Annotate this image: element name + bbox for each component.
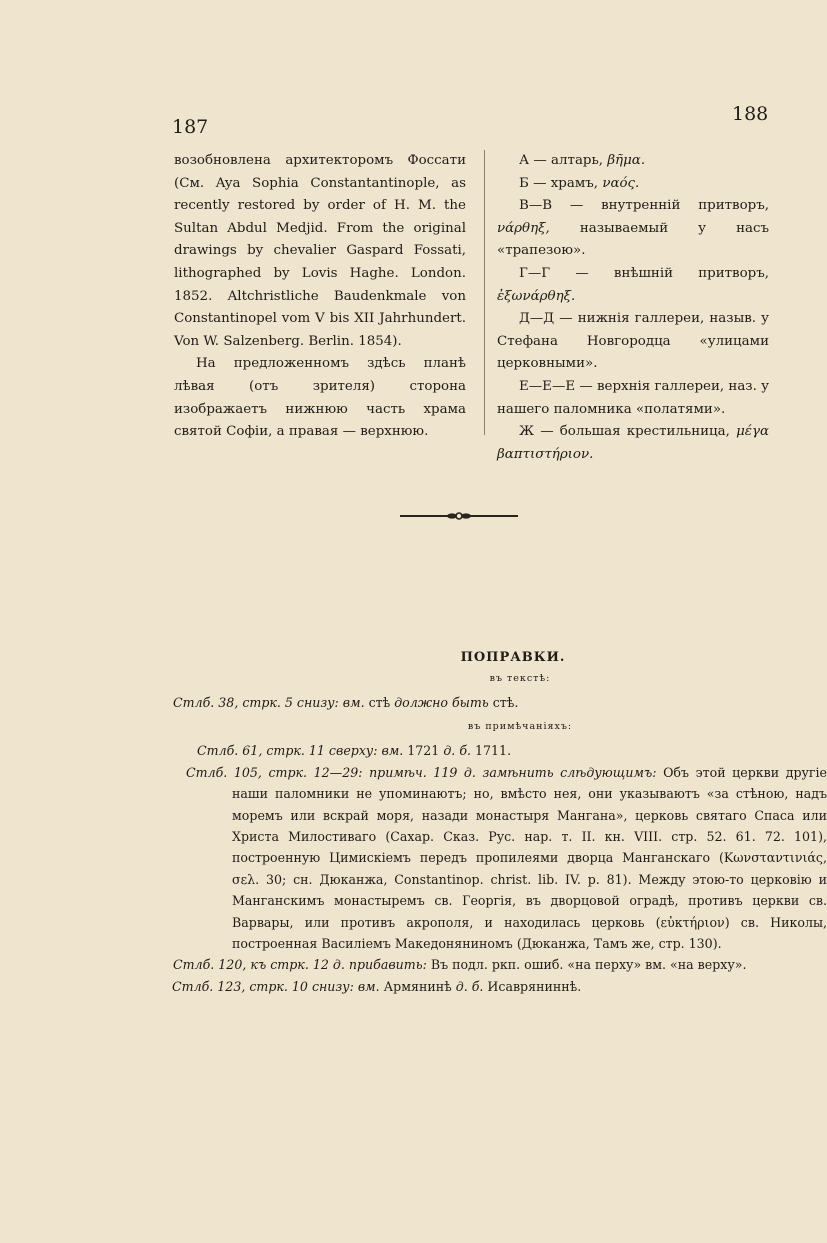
page-number-right: 188 <box>732 103 769 125</box>
text-subheading: въ текстѣ: <box>489 673 551 684</box>
legend-greek: νάρθηξ, <box>497 220 550 236</box>
correction-ref: Стлб. 105, стрк. 12—29: примѣч. 119 д. замѣнить слѣдующимъ: <box>186 764 657 780</box>
legend-greek: ναός. <box>602 175 640 191</box>
left-column <box>174 150 466 444</box>
left-paragraph-2: На предложенномъ здѣсь планѣ лѣвая (отъ зрителя) сторона изображаетъ нижнюю часть храма святой Софіи, а правая — верхнюю. <box>174 356 466 440</box>
correction-was: Армянинѣ <box>379 978 456 994</box>
correction-ref: Стлб. 38, стрк. 5 снизу: вм. <box>173 695 365 710</box>
corrections-section <box>172 650 827 997</box>
legend-text: Д—Д — нижнія галлереи, назыв. у Стефана Новгородца «улицами церковными». <box>497 311 769 372</box>
legend-item-e <box>497 376 769 421</box>
correction-note-1 <box>197 740 785 761</box>
correction-now: Исавряниннѣ. <box>483 978 582 994</box>
correction-ref: Стлб. 61, стрк. 11 сверху: вм. <box>197 743 404 759</box>
column-rule <box>484 150 485 435</box>
correction-ref: Стлб. 120, къ стрк. 12 д. прибавить: <box>173 957 427 973</box>
right-column <box>497 150 769 466</box>
legend-text: Ж — большая крестильница, <box>519 424 737 440</box>
page-number-left: 187 <box>172 116 209 138</box>
correction-instruction: должно быть <box>394 695 489 710</box>
legend-greek: μέγα βαπτιστήριον. <box>497 424 769 462</box>
legend-item-g <box>497 263 769 308</box>
correction-instruction: д. б. <box>443 743 472 759</box>
legend-text: Е—Е—Е — верхнія галлереи, наз. у нашего паломника «полатями». <box>497 378 769 417</box>
ornament-icon <box>446 511 472 521</box>
legend-tail: называемый у насъ «трапезою». <box>497 220 769 259</box>
legend-text: А — алтарь, <box>519 153 608 168</box>
correction-was: 1721 <box>403 743 444 759</box>
ornamental-divider <box>400 511 518 521</box>
correction-note-3 <box>173 954 785 975</box>
legend-item-a <box>497 150 769 173</box>
correction-now: стѣ. <box>488 695 519 710</box>
correction-ref: Стлб. 123, стрк. 10 снизу: вм. <box>172 978 380 994</box>
correction-instruction: д. б. <box>455 978 484 994</box>
legend-item-b <box>497 173 769 196</box>
correction-was: стѣ <box>364 695 395 710</box>
notes-subheading: въ примѣчаніяхъ: <box>467 721 573 733</box>
correction-body: Объ этой церкви другіе наши паломники не упоминаютъ; но, вмѣсто нея, они указываютъ «за стѣною, надъ моремъ или вскрай моря, назади монастыря Мангана», церковь святаго Спаса или Христа Милостиваго (Сахар. Сказ. Рус. нар. т. II. кн. VIII. стр. 52. 61. 72. 101), построенную Цимискіемъ передъ пропилеями дворца Манганскаго (Κωνσταντινιάς, σελ. 30; сн. Дюканжа, Constantinop. christ. lib. IV. p. 81). Между этою-то церковію и Манганскимъ монастыремъ св. Георгія, въ дворцовой оградѣ, противъ церкви св. Варвары, или противъ акрополя, и находилась церковь (εὐκτήριον) св. Николы, построенная Василіемъ Македоняниномъ (Дюканжа, Тамъ же, стр. 130). <box>232 764 827 952</box>
correction-note-2 <box>186 762 827 955</box>
legend-item-d <box>497 308 769 376</box>
corrections-title: ПОПРАВКИ. <box>460 650 566 665</box>
correction-text-1 <box>173 692 785 713</box>
legend-greek: ἐξωνάρθηξ. <box>497 288 576 304</box>
correction-now: 1711. <box>471 743 512 759</box>
legend-greek: βῆμα. <box>607 153 646 168</box>
legend-item-v <box>497 195 769 263</box>
correction-note-4 <box>172 976 785 997</box>
correction-body: Въ подл. ркп. ошиб. «на перху» вм. «на верху». <box>426 957 747 973</box>
legend-text: Г—Г — внѣшній притворъ, <box>519 265 769 281</box>
legend-text: В—В — внутренній притворъ, <box>519 198 769 214</box>
legend-item-zh <box>497 421 769 466</box>
left-paragraph-1: возобновлена архитекторомъ Фоссати (См. Aya Sophia Constantantinople, as recently restored by order of H. M. the Sultan Abdul Medjid. From the original drawings by chevalier Gaspard Fossati, lithographed by Lovis Haghe. London. 1852. Altchristliche Baudenkmale von Constantinopel vom V bis XII Jahrhundert. Von W. Salzenberg. Berlin. 1854). <box>174 153 466 349</box>
legend-text: Б — храмъ, <box>519 175 603 191</box>
